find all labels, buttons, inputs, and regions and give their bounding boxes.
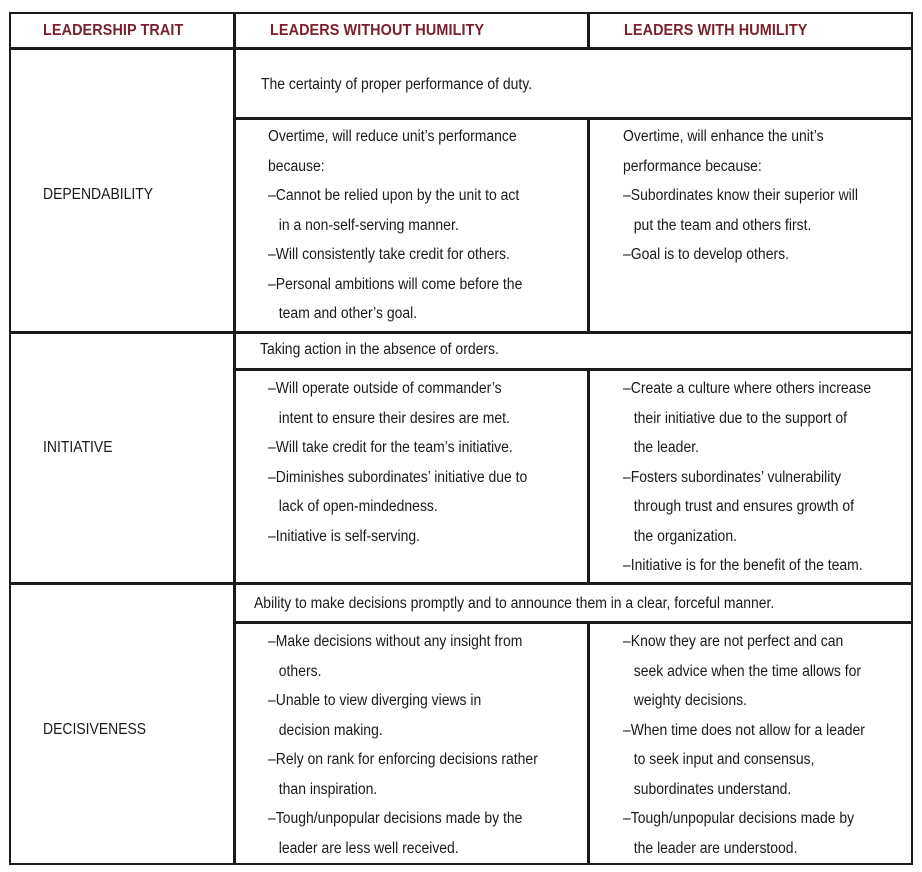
trait-initiative: INITIATIVE <box>43 439 113 456</box>
definition-divider-3 <box>233 621 911 624</box>
list-item: weighty decisions. <box>633 692 748 709</box>
list-item: –Goal is to develop others. <box>623 246 789 263</box>
trait-decisiveness: DECISIVENESS <box>43 721 147 738</box>
cell-decisiveness-without <box>268 627 538 863</box>
definition-decisiveness: Ability to make decisions promptly and to announce them in a clear, forceful manner. <box>254 595 775 612</box>
list-item: team and other’s goal. <box>278 305 418 322</box>
list-item: to seek input and consensus, <box>633 751 815 768</box>
list-item: Overtime, will reduce unit’s performance <box>268 128 517 145</box>
list-item: the organization. <box>633 527 737 545</box>
list-item: –Initiative is for the benefit of the team. <box>623 557 863 574</box>
list-item: –Personal ambitions will come before the <box>268 275 523 293</box>
cell-dependability-with <box>623 122 858 270</box>
list-item: –Will operate outside of commander’s <box>268 380 502 397</box>
list-item: –Diminishes subordinates’ initiative due to <box>268 468 528 486</box>
definition-divider-1 <box>233 117 911 120</box>
header-leaders-with-humility: LEADERS WITH HUMILITY <box>624 22 808 39</box>
list-item: performance because: <box>623 157 762 175</box>
list-item: –Make decisions without any insight from <box>268 633 523 650</box>
list-item: seek advice when the time allows for <box>633 662 861 680</box>
list-item: decision making. <box>278 721 383 739</box>
list-item: –Will consistently take credit for others. <box>268 246 510 263</box>
list-item: others. <box>278 662 322 680</box>
list-item: –Fosters subordinates’ vulnerability <box>623 468 842 486</box>
column-divider-2-row2 <box>587 368 590 583</box>
list-item: –Will take credit for the team’s initiative. <box>268 439 513 456</box>
definition-initiative: Taking action in the absence of orders. <box>260 341 499 358</box>
cell-decisiveness-with <box>623 627 865 863</box>
leadership-table <box>9 12 913 865</box>
header-leadership-trait: LEADERSHIP TRAIT <box>43 22 184 39</box>
list-item: –Know they are not perfect and can <box>623 633 844 650</box>
list-item: –Subordinates know their superior will <box>623 187 858 204</box>
list-item: because: <box>268 157 325 175</box>
list-item: put the team and others first. <box>633 216 812 234</box>
definition-dependability: The certainty of proper performance of duty. <box>261 76 533 93</box>
column-divider-2-row1 <box>587 117 590 332</box>
column-divider-1 <box>233 14 236 863</box>
list-item: the leader are understood. <box>633 839 798 857</box>
list-item: intent to ensure their desires are met. <box>278 409 510 427</box>
list-item: leader are less well received. <box>278 839 459 857</box>
list-item: lack of open-mindedness. <box>278 498 438 515</box>
list-item: –Unable to view diverging views in <box>268 692 482 709</box>
list-item: in a non-self-serving manner. <box>278 216 459 234</box>
cell-initiative-with <box>623 374 871 581</box>
list-item: Overtime, will enhance the unit’s <box>623 128 824 145</box>
header-divider <box>11 47 911 50</box>
list-item: –Create a culture where others increase <box>623 380 872 397</box>
list-item: subordinates understand. <box>633 780 792 798</box>
list-item: through trust and ensures growth of <box>633 498 855 515</box>
list-item: –Tough/unpopular decisions made by the <box>268 810 523 827</box>
trait-dependability: DEPENDABILITY <box>43 186 154 203</box>
list-item: their initiative due to the support of <box>633 409 848 427</box>
row-divider-1 <box>11 331 911 334</box>
list-item: –Rely on rank for enforcing decisions rather <box>268 751 538 768</box>
header-leaders-without-humility: LEADERS WITHOUT HUMILITY <box>270 22 485 39</box>
column-divider-2-header <box>587 14 590 49</box>
list-item: than inspiration. <box>278 780 378 798</box>
cell-dependability-without <box>268 122 522 329</box>
list-item: –When time does not allow for a leader <box>623 721 865 739</box>
row-divider-2 <box>11 582 911 585</box>
list-item: the leader. <box>633 439 699 456</box>
definition-divider-2 <box>233 368 911 371</box>
list-item: –Cannot be relied upon by the unit to act <box>268 187 520 204</box>
cell-initiative-without <box>268 374 527 551</box>
column-divider-2-row3 <box>587 621 590 863</box>
list-item: –Initiative is self-serving. <box>268 527 420 545</box>
list-item: –Tough/unpopular decisions made by <box>623 810 855 827</box>
